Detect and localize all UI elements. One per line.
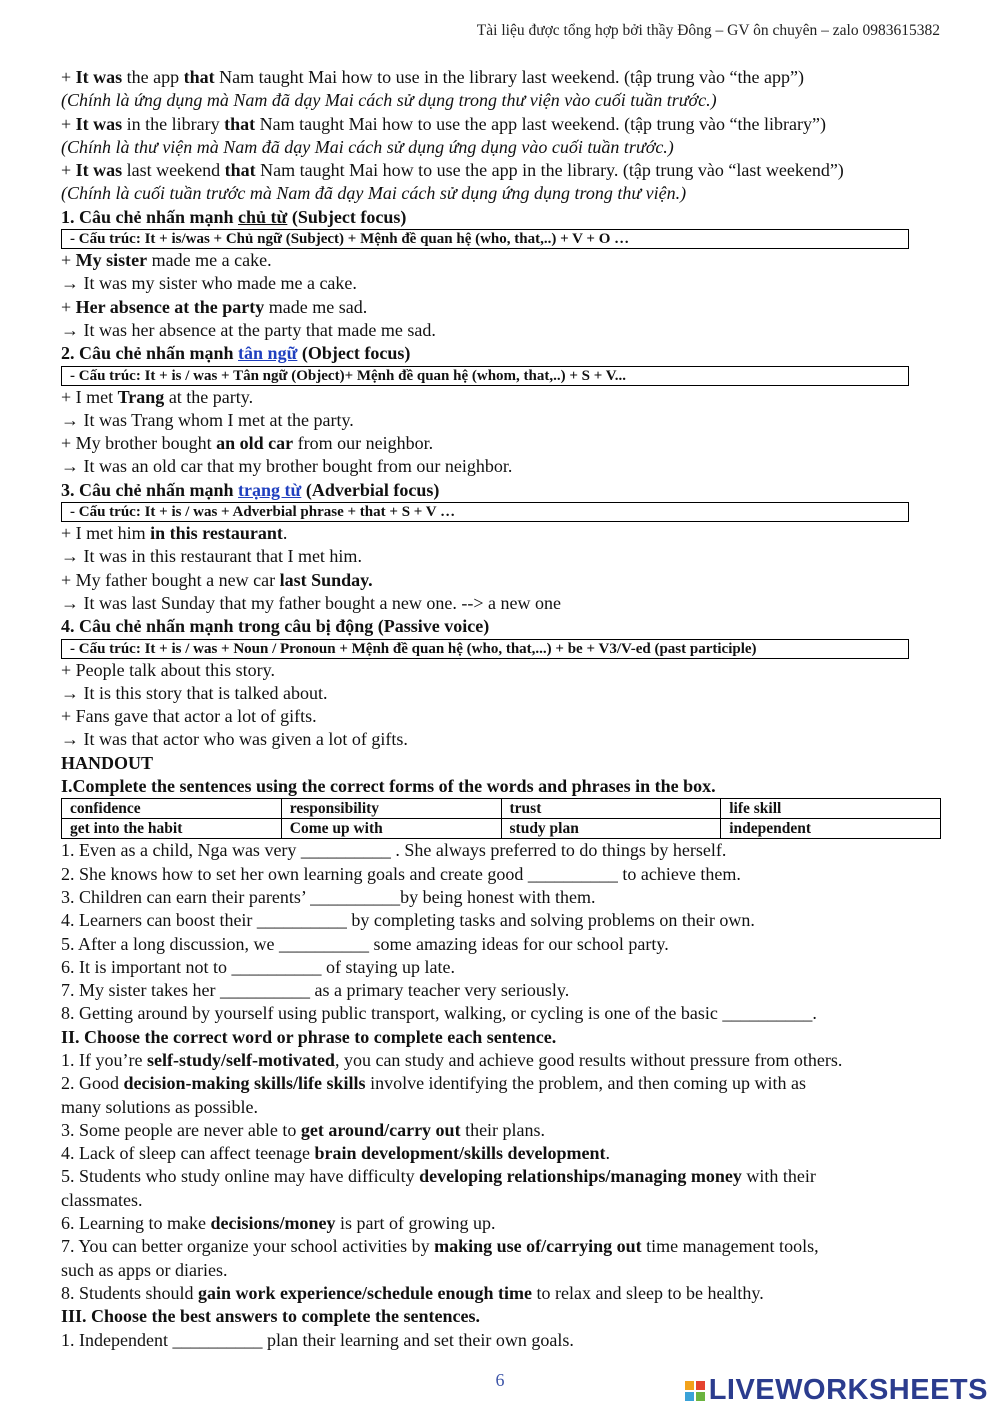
section-4-example: + Fans gave that actor a lot of gifts. (61, 706, 317, 727)
handout-title: HANDOUT (61, 752, 154, 773)
part-2-question-4[interactable]: 4. Lack of sleep can affect teenage brain development/skills development. (61, 1143, 611, 1164)
section-2-structure: - Cấu trúc: It + is / was + Tân ngữ (Object)+ Mệnh đề quan hệ (whom, that,..) + S + V... (61, 366, 909, 386)
part-2-question-5-cont: classmates. (61, 1189, 143, 1210)
part-1-question-5[interactable]: 5. After a long discussion, we __________ some amazing ideas for our school party. (61, 933, 669, 954)
section-3-answer: → It was last Sunday that my father bought a new one. --> a new one (61, 592, 562, 613)
part-1-question-1[interactable]: 1. Even as a child, Nga was very __________ . She always preferred to do things by herself. (61, 840, 727, 861)
page-number: 6 (495, 1370, 505, 1390)
word-box (61, 798, 941, 839)
word-box-cell: get into the habit (62, 819, 282, 839)
intro-translation-2: (Chính là thư viện mà Nam đã dạy Mai cách sử dụng ứng dụng vào cuối tuần trước.) (61, 136, 674, 157)
section-4-example: + People talk about this story. (61, 659, 275, 680)
word-box-cell: life skill (721, 799, 941, 819)
intro-translation-3: (Chính là cuối tuần trước mà Nam đã dạy Mai cách sử dụng ứng dụng trong thư viện.) (61, 183, 687, 204)
part-2-question-1[interactable]: 1. If you’re self-study/self-motivated, you can study and achieve good results without pressure from others. (61, 1049, 843, 1070)
part-2-question-2[interactable]: 2. Good decision-making skills/life skills involve identifying the problem, and then coming up with as (61, 1073, 806, 1094)
word-box-cell: trust (501, 799, 721, 819)
section-3-example: + I met him in this restaurant. (61, 523, 288, 544)
word-box-cell: study plan (501, 819, 721, 839)
section-1-answer: → It was her absence at the party that made me sad. (61, 319, 436, 340)
part-2-question-7[interactable]: 7. You can better organize your school activities by making use of/carrying out time management tools, (61, 1236, 819, 1257)
page-header: Tài liệu được tổng hợp bởi thầy Đông – GV ôn chuyên – zalo 0983615382 (476, 22, 940, 39)
part-1-question-2[interactable]: 2. She knows how to set her own learning goals and create good __________ to achieve them. (61, 863, 741, 884)
word-box-cell: Come up with (281, 819, 501, 839)
section-4-title: 4. Câu chẻ nhấn mạnh trong câu bị động (Passive voice) (61, 616, 490, 637)
part-1-question-7[interactable]: 7. My sister takes her __________ as a primary teacher very seriously. (61, 980, 570, 1001)
part-2-question-7-cont: such as apps or diaries. (61, 1259, 228, 1280)
word-box-cell: responsibility (281, 799, 501, 819)
part-3-question-1[interactable]: 1. Independent __________ plan their learning and set their own goals. (61, 1329, 574, 1350)
part-1-title: I.Complete the sentences using the correct forms of the words and phrases in the box. (61, 776, 716, 797)
part-1-question-8[interactable]: 8. Getting around by yourself using public transport, walking, or cycling is one of the basic __________. (61, 1003, 817, 1024)
section-2-answer: → It was an old car that my brother bought from our neighbor. (61, 456, 513, 477)
part-2-question-3[interactable]: 3. Some people are never able to get around/carry out their plans. (61, 1119, 546, 1140)
part-2-question-5[interactable]: 5. Students who study online may have difficulty developing relationships/managing money with their (61, 1166, 816, 1187)
liveworksheets-brand: LIVEWORKSHEETS (708, 1374, 988, 1406)
section-3-title: 3. Câu chẻ nhấn mạnh trạng từ (Adverbial focus) (61, 479, 440, 500)
part-2-question-8[interactable]: 8. Students should gain work experience/schedule enough time to relax and sleep to be healthy. (61, 1282, 764, 1303)
section-2-example: + My brother bought an old car from our neighbor. (61, 433, 434, 454)
section-3-answer: → It was in this restaurant that I met him. (61, 546, 362, 567)
part-1-question-4[interactable]: 4. Learners can boost their __________ by completing tasks and solving problems on their own. (61, 910, 755, 931)
liveworksheets-icon (685, 1381, 705, 1401)
word-box-row (62, 819, 941, 839)
part-2-title: II. Choose the correct word or phrase to complete each sentence. (61, 1026, 557, 1047)
intro-translation-1: (Chính là ứng dụng mà Nam đã dạy Mai cách sử dụng trong thư viện vào cuối tuần trước.) (61, 90, 717, 111)
section-3-structure: - Cấu trúc: It + is / was + Adverbial phrase + that + S + V … (61, 502, 909, 522)
worksheet-content (61, 66, 941, 1352)
section-2-title: 2. Câu chẻ nhấn mạnh tân ngữ (Object focus) (61, 343, 411, 364)
section-3-example: + My father bought a new car last Sunday. (61, 569, 373, 590)
section-1-example: + My sister made me a cake. (61, 250, 272, 271)
intro-example-1: + It was the app that Nam taught Mai how to use in the library last weekend. (tập trung vào “the app”) (61, 67, 804, 87)
liveworksheets-logo[interactable] (685, 1374, 988, 1407)
word-box-cell: independent (721, 819, 941, 839)
section-4-answer: → It is this story that is talked about. (61, 682, 328, 703)
section-1-example: + Her absence at the party made me sad. (61, 296, 368, 317)
section-2-answer: → It was Trang whom I met at the party. (61, 409, 354, 430)
section-1-title: 1. Câu chẻ nhấn mạnh chủ từ (Subject focus) (61, 206, 407, 227)
part-1-question-6[interactable]: 6. It is important not to __________ of staying up late. (61, 956, 455, 977)
section-2-example: + I met Trang at the party. (61, 386, 254, 407)
part-2-question-2-cont: many solutions as possible. (61, 1096, 258, 1117)
link-tan-ngu[interactable]: tân ngữ (238, 343, 298, 364)
section-4-structure: - Cấu trúc: It + is / was + Noun / Pronoun + Mệnh đề quan hệ (who, that,...) + be + V3/V-ed (past participle) (61, 639, 909, 659)
word-box-cell: confidence (62, 799, 282, 819)
intro-examples (61, 66, 941, 206)
word-box-row (62, 799, 941, 819)
section-1-answer: → It was my sister who made me a cake. (61, 273, 357, 294)
intro-example-2: + It was in the library that Nam taught Mai how to use the app last weekend. (tập trung vào “the library”) (61, 113, 826, 134)
section-1-structure: - Cấu trúc: It + is/was + Chủ ngữ (Subject) + Mệnh đề quan hệ (who, that,..) + V + O … (61, 229, 909, 249)
intro-example-3: + It was last weekend that Nam taught Mai how to use the app in the library. (tập trung vào “last weekend”) (61, 160, 844, 181)
link-trang-tu[interactable]: trạng từ (238, 479, 302, 500)
section-4-answer: → It was that actor who was given a lot of gifts. (61, 729, 408, 750)
part-2-question-6[interactable]: 6. Learning to make decisions/money is part of growing up. (61, 1213, 496, 1234)
part-3-title: III. Choose the best answers to complete the sentences. (61, 1306, 480, 1327)
part-1-question-3[interactable]: 3. Children can earn their parents’ __________by being honest with them. (61, 886, 596, 907)
